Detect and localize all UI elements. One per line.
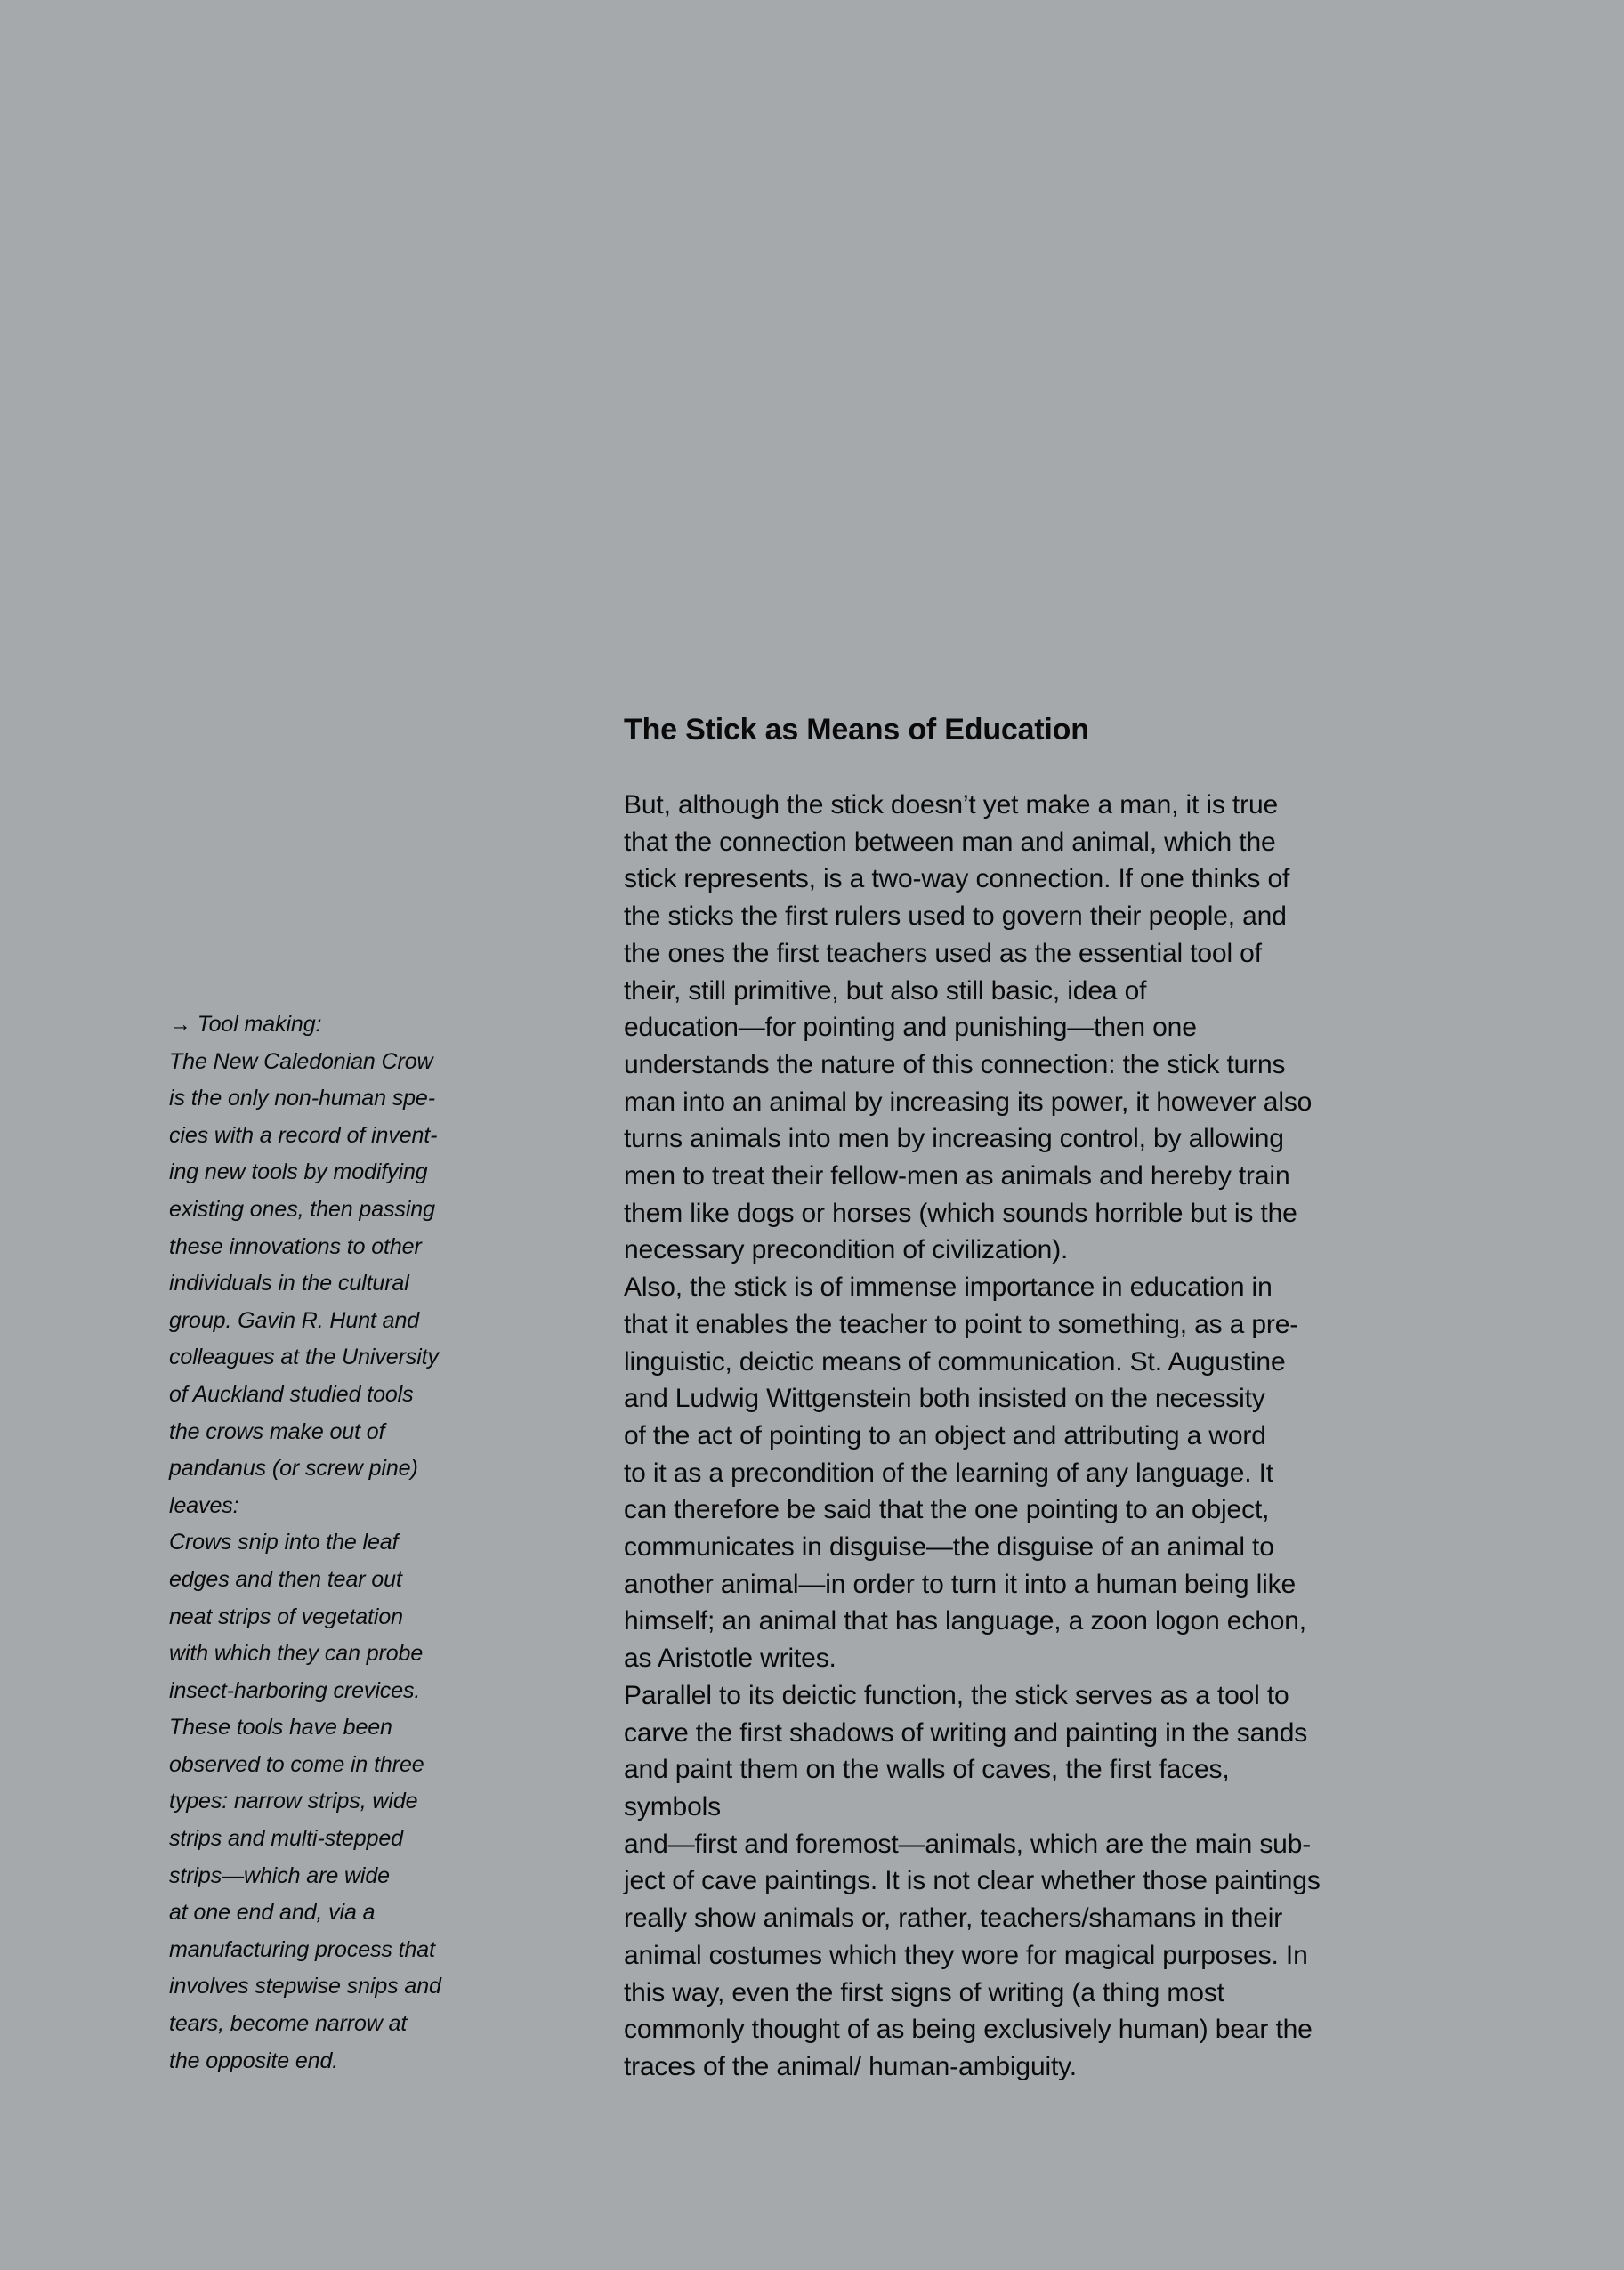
- body-line: turns animals into men by increasing control, by allowing: [624, 1124, 1284, 1154]
- body-line: that it enables the teacher to point to something, as a pre-: [624, 1309, 1299, 1339]
- sidenote-line: involves stepwise snips and: [169, 1974, 441, 1999]
- body-line: another animal—in order to turn it into a human being like: [624, 1569, 1297, 1599]
- body-line: to it as a precondition of the learning of any language. It: [624, 1458, 1273, 1488]
- sidenote-line: ing new tools by modifying: [169, 1159, 428, 1185]
- body-line: this way, even the first signs of writing (a thing most: [624, 1977, 1224, 2007]
- article-title: The Stick as Means of Education: [624, 713, 1089, 747]
- sidenote-line: of Auckland studied tools: [169, 1381, 414, 1407]
- sidenote-line: at one end and, via a: [169, 1900, 376, 1926]
- sidenote-line: → Tool making:: [169, 1012, 322, 1037]
- sidenote-line: observed to come in three: [169, 1751, 424, 1777]
- body-line: the sticks the first rulers used to govern their people, and: [624, 901, 1287, 932]
- body-line: understands the nature of this connection: the stick turns: [624, 1049, 1286, 1079]
- body-line: commonly thought of as being exclusively human) bear the: [624, 2015, 1313, 2045]
- sidenote-tool-making: [169, 1006, 463, 2080]
- body-line: and Ludwig Wittgenstein both insisted on the necessity: [624, 1384, 1265, 1414]
- sidenote-line: with which they can probe: [169, 1641, 424, 1667]
- sidenote-line: the crows make out of: [169, 1418, 385, 1444]
- body-line: animal costumes which they wore for magical purposes. In: [624, 1940, 1308, 1970]
- body-line: and paint them on the walls of caves, the first faces,: [624, 1755, 1230, 1785]
- sidenote-line: strips and multi-stepped: [169, 1826, 404, 1852]
- sidenote-line: The New Caledonian Crow: [169, 1048, 433, 1074]
- sidenote-line: types: narrow strips, wide: [169, 1789, 418, 1814]
- sidenote-line: These tools have been: [169, 1715, 392, 1741]
- article: [624, 707, 1336, 2081]
- body-line: can therefore be said that the one pointing to an object,: [624, 1495, 1270, 1525]
- sidenote-line: tears, become narrow at: [169, 2011, 408, 2037]
- sidenote-line: colleagues at the University: [169, 1345, 439, 1370]
- sidenote-line: group. Gavin R. Hunt and: [169, 1307, 420, 1333]
- body-line: Parallel to its deictic function, the stick serves as a tool to: [624, 1680, 1289, 1710]
- body-line: as Aristotle writes.: [624, 1644, 836, 1674]
- sidenote-line: Crows snip into the leaf: [169, 1530, 399, 1555]
- body-line: their, still primitive, but also still basic, idea of: [624, 975, 1147, 1006]
- body-line: Also, the stick is of immense importance in education in: [624, 1272, 1273, 1303]
- body-line: stick represents, is a two-way connection. If one thinks of: [624, 864, 1290, 894]
- sidenote-line: individuals in the cultural: [169, 1271, 409, 1297]
- body-line: men to treat their fellow-men as animals and hereby train: [624, 1161, 1290, 1192]
- sidenote-line: neat strips of vegetation: [169, 1604, 403, 1629]
- sidenote-line: insect-harboring crevices.: [169, 1677, 421, 1703]
- sidenote-line: these innovations to other: [169, 1233, 422, 1259]
- body-line: really show animals or, rather, teachers/shamans in their: [624, 1903, 1283, 1934]
- body-line: of the act of pointing to an object and attributing a word: [624, 1420, 1266, 1450]
- body-line: necessary precondition of civilization).: [624, 1235, 1069, 1265]
- sidenote-line: leaves:: [169, 1492, 239, 1518]
- sidenote-line: is the only non-human spe-: [169, 1086, 435, 1111]
- body-line: the ones the first teachers used as the essential tool of: [624, 938, 1262, 968]
- body-line: symbols: [624, 1791, 721, 1822]
- sidenote-line: strips—which are wide: [169, 1862, 390, 1888]
- body-line: himself; an animal that has language, a zoon logon echon,: [624, 1606, 1306, 1636]
- sidenote-line: the opposite end.: [169, 2048, 339, 2073]
- body-line: ject of cave paintings. It is not clear whether those paintings: [624, 1866, 1321, 1896]
- body-line: man into an animal by increasing its power, it however also: [624, 1087, 1313, 1117]
- sidenote-line: pandanus (or screw pine): [169, 1456, 418, 1482]
- body-line: carve the first shadows of writing and painting in the sands: [624, 1717, 1308, 1748]
- body-line: and—first and foremost—animals, which are the main sub-: [624, 1829, 1312, 1859]
- body-line: traces of the animal/ human-ambiguity.: [624, 2051, 1077, 2081]
- body-line: But, although the stick doesn’t yet make a man, it is true: [624, 790, 1279, 820]
- sidenote-line: cies with a record of invent-: [169, 1122, 438, 1148]
- sidenote-line: existing ones, then passing: [169, 1196, 435, 1222]
- sidenote-line: manufacturing process that: [169, 1936, 435, 1962]
- body-line: them like dogs or horses (which sounds horrible but is the: [624, 1198, 1297, 1228]
- body-line: education—for pointing and punishing—then one: [624, 1013, 1197, 1043]
- body-line: communicates in disguise—the disguise of an animal to: [624, 1532, 1274, 1563]
- body-line: linguistic, deictic means of communication. St. Augustine: [624, 1346, 1286, 1377]
- article-body: [624, 787, 1321, 2086]
- body-line: that the connection between man and animal, which the: [624, 827, 1276, 857]
- sidenote-line: edges and then tear out: [169, 1566, 402, 1592]
